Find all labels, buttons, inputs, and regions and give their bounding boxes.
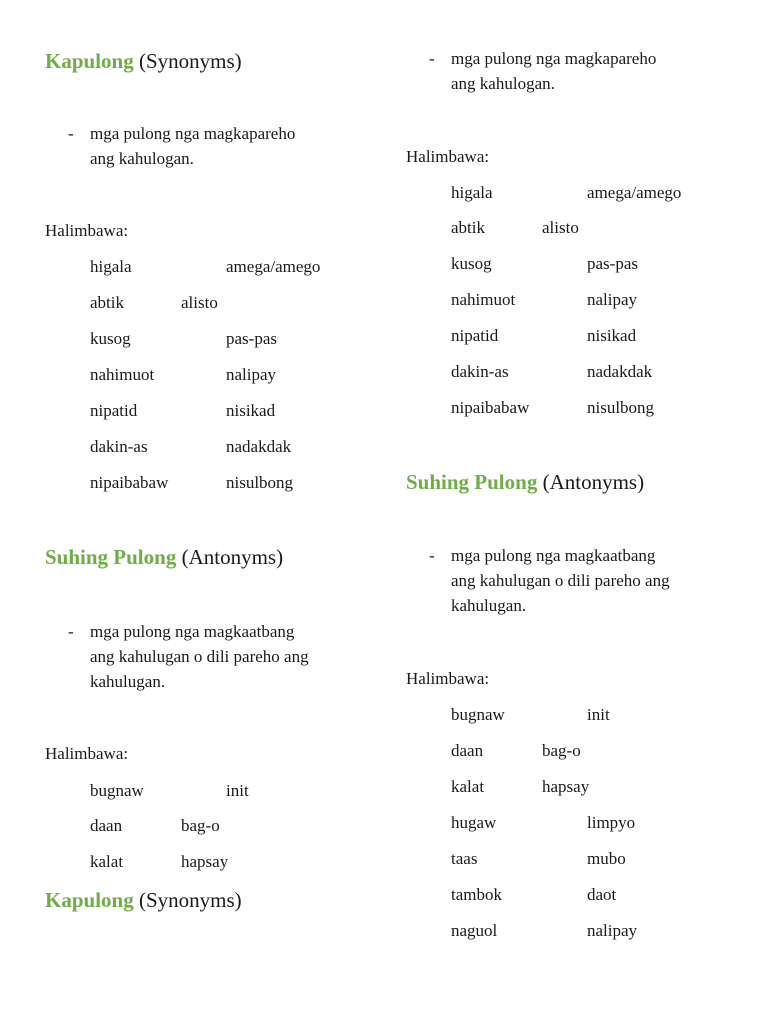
antonym-pair: daot [587, 885, 617, 904]
synonym-pair: amega/amego [226, 257, 321, 276]
synonym-word: abtik [451, 218, 485, 237]
synonym-pair: nisulbong [226, 473, 294, 492]
antonym-word: bugnaw [90, 781, 144, 800]
kapulong-definition [451, 46, 656, 96]
synonym-word: nipaibabaw [451, 398, 530, 417]
kapulong-definition [90, 121, 295, 171]
antonym-pair: bag-o [542, 741, 581, 760]
antonym-pair: hapsay [542, 777, 590, 796]
antonym-word: naguol [451, 921, 498, 940]
antonym-pair: limpyo [587, 813, 636, 832]
definition-line: mga pulong nga magkapareho [90, 124, 296, 143]
synonym-word: nipatid [451, 326, 499, 345]
synonym-word: nipatid [90, 401, 138, 420]
definition-line: kahulugan. [451, 596, 527, 615]
definition-line: ang kahulugan o dili pareho ang [451, 571, 670, 590]
synonym-pair: pas-pas [587, 254, 638, 273]
synonym-word: higala [451, 183, 493, 202]
antonym-pair: nalipay [587, 921, 638, 940]
antonym-word: bugnaw [451, 705, 505, 724]
antonym-pair: init [587, 705, 610, 724]
synonym-pair: nadakdak [226, 437, 292, 456]
antonym-pair: bag-o [181, 816, 220, 835]
halimbawa-label: Halimbawa: [406, 147, 490, 166]
kapulong-heading-repeat: Kapulong (Synonyms) [45, 888, 242, 912]
synonym-word: higala [90, 257, 132, 276]
antonym-word: kalat [90, 852, 124, 871]
synonym-word: nahimuot [451, 290, 516, 309]
definition-line: ang kahulugan o dili pareho ang [90, 647, 309, 666]
synonym-pair: nalipay [226, 365, 277, 384]
synonym-pair: nadakdak [587, 362, 653, 381]
suhing-pulong-heading: Suhing Pulong (Antonyms) [45, 545, 284, 569]
antonym-word: daan [451, 741, 484, 760]
synonym-pair: pas-pas [226, 329, 277, 348]
antonym-pair: hapsay [181, 852, 229, 871]
definition-line: mga pulong nga magkaatbang [451, 546, 656, 565]
antonym-pair: mubo [587, 849, 626, 868]
synonym-word: dakin-as [90, 437, 148, 456]
bullet-dash: - [68, 622, 74, 641]
definition-line: mga pulong nga magkaatbang [90, 622, 295, 641]
antonym-word: tambok [451, 885, 502, 904]
suhing-pulong-heading: Suhing Pulong (Antonyms) [406, 470, 645, 494]
synonym-pair: amega/amego [587, 183, 682, 202]
synonym-word: kusog [451, 254, 492, 273]
antonym-word: hugaw [451, 813, 497, 832]
synonym-pair: alisto [181, 293, 218, 312]
antonym-pair: init [226, 781, 249, 800]
suhing-definition [90, 619, 309, 694]
suhing-definition [451, 543, 670, 618]
antonym-word: taas [451, 849, 478, 868]
synonym-word: kusog [90, 329, 131, 348]
synonym-pair: nisikad [587, 326, 637, 345]
halimbawa-label: Halimbawa: [406, 669, 490, 688]
antonym-word: kalat [451, 777, 485, 796]
halimbawa-label: Halimbawa: [45, 744, 129, 763]
synonym-pair: nisulbong [587, 398, 655, 417]
antonym-word: daan [90, 816, 123, 835]
bullet-dash: - [429, 49, 435, 68]
bullet-dash: - [429, 546, 435, 565]
synonym-pair: alisto [542, 218, 579, 237]
halimbawa-label: Halimbawa: [45, 221, 129, 240]
definition-line: kahulugan. [90, 672, 166, 691]
synonym-word: nahimuot [90, 365, 155, 384]
definition-line: ang kahulogan. [451, 74, 555, 93]
synonym-pair: nisikad [226, 401, 276, 420]
kapulong-heading: Kapulong (Synonyms) [45, 49, 242, 73]
bullet-dash: - [68, 124, 74, 143]
definition-line: ang kahulogan. [90, 149, 194, 168]
synonym-pair: nalipay [587, 290, 638, 309]
synonym-word: nipaibabaw [90, 473, 169, 492]
synonym-word: dakin-as [451, 362, 509, 381]
definition-line: mga pulong nga magkapareho [451, 49, 657, 68]
synonym-word: abtik [90, 293, 124, 312]
